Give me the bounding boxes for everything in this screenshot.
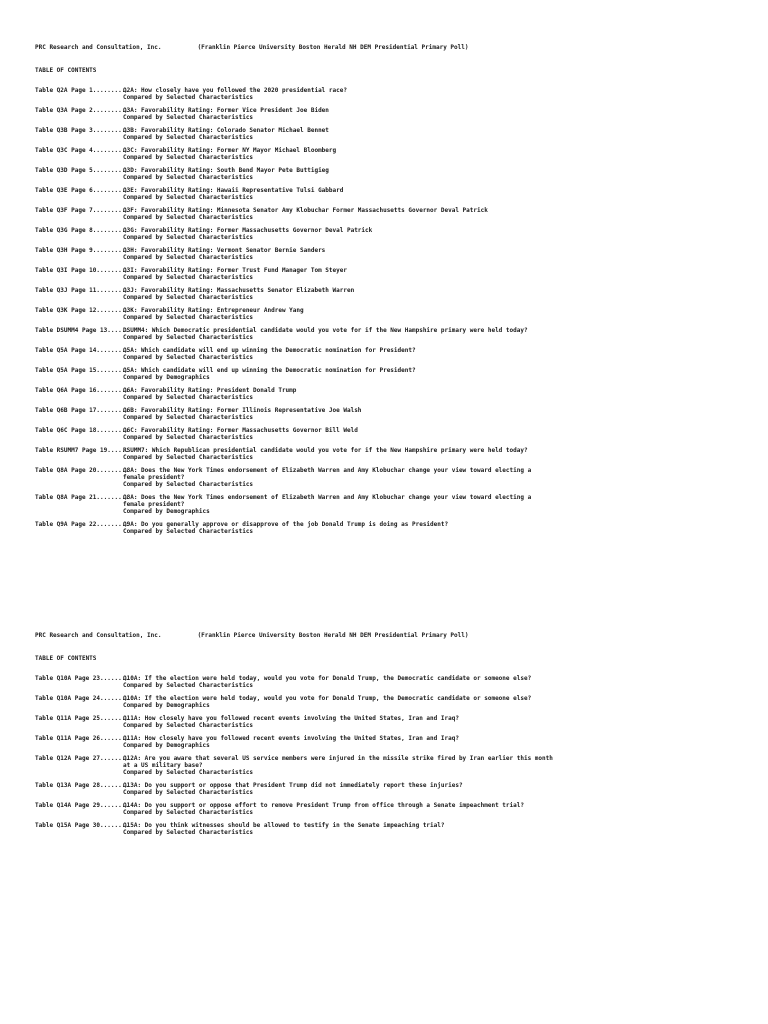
toc-entry-body xyxy=(123,147,555,161)
toc-entry-question: Q5A: Which candidate will end up winning the Democratic nomination for President? xyxy=(123,347,416,354)
toc-entry-comparison: Compared by Selected Characteristics xyxy=(123,314,254,321)
toc-entry-question: Q12A: Are you aware that several US service members were injured in the missile strike fired by Iran earlier this month at a US military base? xyxy=(123,755,553,769)
toc-entry-comparison: Compared by Selected Characteristics xyxy=(123,214,254,221)
toc-entry-question: Q3G: Favorability Rating: Former Massachusetts Governor Deval Patrick xyxy=(123,227,373,234)
toc-entry xyxy=(35,167,555,181)
toc-page-1 xyxy=(35,44,555,541)
toc-entry-ref: Table Q12A Page 27........ xyxy=(35,755,129,762)
toc-entry-ref: Table Q6B Page 17......... xyxy=(35,407,129,414)
header-poll-title: (Franklin Pierce University Boston Herald NH DEM Presidential Primary Poll) xyxy=(197,632,469,639)
toc-entry-ref: Table Q3J Page 11......... xyxy=(35,287,129,294)
toc-entry-ref: Table Q3K Page 12......... xyxy=(35,307,129,314)
toc-entry xyxy=(35,227,555,241)
toc-entry-question: Q11A: How closely have you followed recent events involving the United States, Iran and Iraq? xyxy=(123,735,459,742)
toc-entry-body xyxy=(123,247,555,261)
toc-entry-ref: Table Q11A Page 26........ xyxy=(35,735,129,742)
toc-entry-body xyxy=(123,822,555,836)
toc-entry xyxy=(35,675,555,689)
toc-entry-ref: Table Q3C Page 4.......... xyxy=(35,147,129,154)
toc-entry-body xyxy=(123,407,555,421)
toc-entry-ref: Table Q8A Page 20......... xyxy=(35,467,129,474)
toc-entry xyxy=(35,447,555,461)
toc-entry-question: DSUMM4: Which Democratic presidential candidate would you vote for if the New Hampshire primary were held today? xyxy=(123,327,528,334)
toc-entry xyxy=(35,207,555,221)
toc-entry-ref: Table Q2A Page 1.......... xyxy=(35,87,129,94)
toc-entry-body xyxy=(123,327,555,341)
toc-entry xyxy=(35,407,555,421)
toc-entry-ref: Table Q3D Page 5.......... xyxy=(35,167,129,174)
toc-title: TABLE OF CONTENTS xyxy=(35,67,97,74)
toc-entry-comparison: Compared by Selected Characteristics xyxy=(123,294,254,301)
toc-entry-body xyxy=(123,695,555,709)
toc-entry-body xyxy=(123,87,555,101)
toc-entry-ref: Table RSUMM7 Page 19...... xyxy=(35,447,129,454)
toc-entry xyxy=(35,802,555,816)
toc-entry-body xyxy=(123,521,555,535)
toc-entry-comparison: Compared by Selected Characteristics xyxy=(123,809,254,816)
toc-entry xyxy=(35,822,555,836)
toc-entry xyxy=(35,147,555,161)
toc-entry-question: Q10A: If the election were held today, would you vote for Donald Trump, the Democratic candidate or someone else? xyxy=(123,675,532,682)
toc-entry-comparison: Compared by Selected Characteristics xyxy=(123,234,254,241)
header-company: PRC Research and Consultation, Inc. xyxy=(35,632,162,639)
toc-entry-question: Q3F: Favorability Rating: Minnesota Senator Amy Klobuchar Former Massachusetts Governor Deval Patrick xyxy=(123,207,488,214)
toc-entry xyxy=(35,521,555,535)
toc-entry-question: RSUMM7: Which Republican presidential candidate would you vote for if the New Hampshire primary were held today? xyxy=(123,447,528,454)
toc-entry-body xyxy=(123,387,555,401)
toc-entry-body xyxy=(123,367,555,381)
toc-entry-ref: Table Q3A Page 2.......... xyxy=(35,107,129,114)
toc-entry-question: Q15A: Do you think witnesses should be allowed to testify in the Senate impeaching trial? xyxy=(123,822,445,829)
toc-entry-comparison: Compared by Selected Characteristics xyxy=(123,682,254,689)
toc-entry-question: Q3I: Favorability Rating: Former Trust Fund Manager Tom Steyer xyxy=(123,267,347,274)
toc-entry-body xyxy=(123,755,555,776)
toc-entry-ref: Table Q10A Page 24........ xyxy=(35,695,129,702)
toc-entry-comparison: Compared by Selected Characteristics xyxy=(123,769,254,776)
toc-entry-ref: Table Q6C Page 18......... xyxy=(35,427,129,434)
toc-entry-body xyxy=(123,427,555,441)
toc-entry xyxy=(35,367,555,381)
toc-entry xyxy=(35,307,555,321)
toc-entry-ref: Table Q9A Page 22......... xyxy=(35,521,129,528)
toc-entry xyxy=(35,755,555,776)
toc-entry-ref: Table Q3H Page 9.......... xyxy=(35,247,129,254)
toc-entry xyxy=(35,735,555,749)
toc-entry-comparison: Compared by Selected Characteristics xyxy=(123,334,254,341)
toc-entry-body xyxy=(123,287,555,301)
toc-entry xyxy=(35,347,555,361)
toc-entry-body xyxy=(123,307,555,321)
toc-entry-comparison: Compared by Selected Characteristics xyxy=(123,194,254,201)
header-company: PRC Research and Consultation, Inc. xyxy=(35,44,162,51)
toc-entry-question: Q3K: Favorability Rating: Entrepreneur Andrew Yang xyxy=(123,307,304,314)
toc-entry-question: Q8A: Does the New York Times endorsement of Elizabeth Warren and Amy Klobuchar change your view toward electing a female president? xyxy=(123,467,532,481)
toc-entry-body xyxy=(123,167,555,181)
toc-entry xyxy=(35,715,555,729)
toc-entry xyxy=(35,247,555,261)
toc-entry-body xyxy=(123,782,555,796)
toc-entry-ref: Table Q10A Page 23........ xyxy=(35,675,129,682)
toc-entry-ref: Table DSUMM4 Page 13...... xyxy=(35,327,129,334)
toc-entry-question: Q3A: Favorability Rating: Former Vice President Joe Biden xyxy=(123,107,329,114)
toc-entry xyxy=(35,494,555,515)
toc-entry xyxy=(35,427,555,441)
toc-entry-ref: Table Q15A Page 30........ xyxy=(35,822,129,829)
toc-entry-comparison: Compared by Demographics xyxy=(123,742,210,749)
toc-entry-list xyxy=(35,87,555,535)
toc-entry-comparison: Compared by Selected Characteristics xyxy=(123,454,254,461)
toc-entry-body xyxy=(123,207,555,221)
toc-entry-comparison: Compared by Selected Characteristics xyxy=(123,274,254,281)
toc-entry-question: Q3C: Favorability Rating: Former NY Mayor Michael Bloomberg xyxy=(123,147,337,154)
toc-entry-body xyxy=(123,675,555,689)
toc-entry-ref: Table Q8A Page 21......... xyxy=(35,494,129,501)
toc-entry xyxy=(35,87,555,101)
toc-entry-comparison: Compared by Selected Characteristics xyxy=(123,481,254,488)
toc-entry-question: Q3D: Favorability Rating: South Bend Mayor Pete Buttigieg xyxy=(123,167,329,174)
toc-entry-list xyxy=(35,675,555,836)
toc-entry-ref: Table Q3E Page 6.......... xyxy=(35,187,129,194)
toc-entry-question: Q13A: Do you support or oppose that President Trump did not immediately report these injuries? xyxy=(123,782,463,789)
toc-entry-comparison: Compared by Selected Characteristics xyxy=(123,414,254,421)
toc-entry-body xyxy=(123,494,555,515)
toc-entry-body xyxy=(123,447,555,461)
toc-entry-question: Q14A: Do you support or oppose effort to remove President Trump from office through a Senate impeachment trial? xyxy=(123,802,524,809)
toc-entry-ref: Table Q5A Page 14......... xyxy=(35,347,129,354)
toc-entry-body xyxy=(123,127,555,141)
toc-entry xyxy=(35,107,555,121)
toc-entry-ref: Table Q3I Page 10......... xyxy=(35,267,129,274)
toc-entry-ref: Table Q13A Page 28........ xyxy=(35,782,129,789)
toc-entry-ref: Table Q11A Page 25........ xyxy=(35,715,129,722)
toc-entry-body xyxy=(123,735,555,749)
toc-entry-question: Q8A: Does the New York Times endorsement of Elizabeth Warren and Amy Klobuchar change your view toward electing a female president? xyxy=(123,494,532,508)
toc-entry-comparison: Compared by Selected Characteristics xyxy=(123,434,254,441)
toc-entry-question: Q3J: Favorability Rating: Massachusetts Senator Elizabeth Warren xyxy=(123,287,355,294)
toc-entry xyxy=(35,695,555,709)
toc-entry-comparison: Compared by Selected Characteristics xyxy=(123,254,254,261)
toc-title: TABLE OF CONTENTS xyxy=(35,655,97,662)
toc-entry-question: Q2A: How closely have you followed the 2020 presidential race? xyxy=(123,87,347,94)
toc-entry-ref: Table Q3F Page 7.......... xyxy=(35,207,129,214)
toc-entry-comparison: Compared by Selected Characteristics xyxy=(123,528,254,535)
toc-entry xyxy=(35,127,555,141)
toc-entry-question: Q6C: Favorability Rating: Former Massachusetts Governor Bill Weld xyxy=(123,427,358,434)
toc-entry-comparison: Compared by Demographics xyxy=(123,508,210,515)
toc-entry-body xyxy=(123,347,555,361)
toc-entry-comparison: Compared by Selected Characteristics xyxy=(123,829,254,836)
toc-entry-question: Q3H: Favorability Rating: Vermont Senator Bernie Sanders xyxy=(123,247,326,254)
toc-entry-question: Q3B: Favorability Rating: Colorado Senator Michael Bennet xyxy=(123,127,329,134)
toc-entry-question: Q11A: How closely have you followed recent events involving the United States, Iran and Iraq? xyxy=(123,715,459,722)
toc-entry-question: Q6A: Favorability Rating: President Donald Trump xyxy=(123,387,297,394)
toc-entry xyxy=(35,467,555,488)
toc-entry xyxy=(35,387,555,401)
toc-entry-ref: Table Q14A Page 29........ xyxy=(35,802,129,809)
toc-entry xyxy=(35,267,555,281)
page-header xyxy=(35,632,555,640)
toc-entry-comparison: Compared by Selected Characteristics xyxy=(123,722,254,729)
toc-entry xyxy=(35,187,555,201)
toc-entry-comparison: Compared by Selected Characteristics xyxy=(123,134,254,141)
toc-entry xyxy=(35,782,555,796)
toc-entry-question: Q9A: Do you generally approve or disapprove of the job Donald Trump is doing as President? xyxy=(123,521,449,528)
toc-entry-question: Q10A: If the election were held today, would you vote for Donald Trump, the Democratic candidate or someone else? xyxy=(123,695,532,702)
toc-entry-body xyxy=(123,802,555,816)
toc-entry-ref: Table Q6A Page 16......... xyxy=(35,387,129,394)
toc-entry-body xyxy=(123,227,555,241)
toc-entry-body xyxy=(123,715,555,729)
toc-page-2 xyxy=(35,632,555,842)
toc-entry-comparison: Compared by Selected Characteristics xyxy=(123,114,254,121)
header-poll-title: (Franklin Pierce University Boston Herald NH DEM Presidential Primary Poll) xyxy=(197,44,469,51)
toc-entry-question: Q3E: Favorability Rating: Hawaii Representative Tulsi Gabbard xyxy=(123,187,344,194)
toc-entry-body xyxy=(123,267,555,281)
toc-entry-comparison: Compared by Selected Characteristics xyxy=(123,354,254,361)
toc-entry-body xyxy=(123,467,555,488)
toc-entry xyxy=(35,287,555,301)
toc-entry-body xyxy=(123,187,555,201)
toc-entry xyxy=(35,327,555,341)
toc-entry-comparison: Compared by Demographics xyxy=(123,374,210,381)
toc-entry-comparison: Compared by Selected Characteristics xyxy=(123,94,254,101)
toc-entry-comparison: Compared by Demographics xyxy=(123,702,210,709)
toc-entry-question: Q6B: Favorability Rating: Former Illinois Representative Joe Walsh xyxy=(123,407,362,414)
toc-entry-comparison: Compared by Selected Characteristics xyxy=(123,789,254,796)
toc-entry-comparison: Compared by Selected Characteristics xyxy=(123,174,254,181)
toc-entry-ref: Table Q5A Page 15......... xyxy=(35,367,129,374)
page-header xyxy=(35,44,555,52)
toc-entry-body xyxy=(123,107,555,121)
toc-entry-comparison: Compared by Selected Characteristics xyxy=(123,154,254,161)
toc-entry-ref: Table Q3G Page 8.......... xyxy=(35,227,129,234)
toc-entry-comparison: Compared by Selected Characteristics xyxy=(123,394,254,401)
toc-entry-ref: Table Q3B Page 3.......... xyxy=(35,127,129,134)
toc-entry-question: Q5A: Which candidate will end up winning the Democratic nomination for President? xyxy=(123,367,416,374)
